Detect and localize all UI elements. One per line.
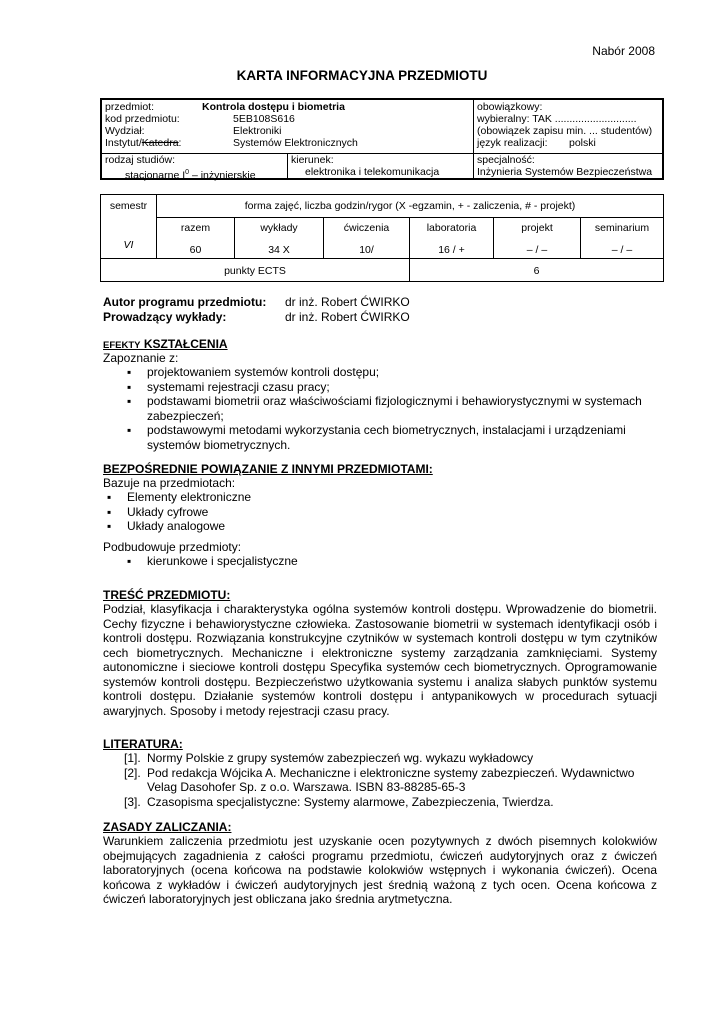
list-item: ▪ Układy cyfrowe (127, 505, 527, 520)
obowiazek-label: (obowiązek zapisu min. ... studentów) (477, 125, 653, 137)
rodzaj-value: stacjonarne $I^0$ – inżynierskie (125, 169, 256, 182)
instytut-value: Systemów Elektronicznych (233, 137, 358, 149)
col-seminarium: seminarium (594, 222, 650, 234)
col-projekt: projekt (521, 222, 553, 234)
list-item: [1]. Normy Polskie z grupy systemów zabezpieczeń wg. wykazu wykładowcy (124, 751, 534, 765)
przedmiot-label: przedmiot: (105, 101, 155, 113)
wybieralny-label: wybieralny: TAK ............................ (477, 113, 637, 125)
ects-value: 6 (533, 265, 540, 277)
semestr-value: VI (123, 239, 134, 251)
nabor-label: Nabór 2008 (592, 44, 655, 58)
efekty-intro: Zapoznanie z: (103, 351, 179, 365)
zasady-heading: ZASADY ZALICZANIA: (103, 820, 232, 834)
list-item: ▪ kierunkowe i specjalistyczne (147, 554, 547, 569)
wydzial-label: Wydział: (105, 125, 145, 137)
instytut-label: Instytut/Katedra: (105, 137, 182, 149)
podbudowuje-intro: Podbudowuje przedmioty: (103, 540, 242, 554)
jezyk-value: polski (569, 137, 596, 149)
specjalnosc-value: Inżynieria Systemów Bezpieczeństwa (477, 166, 653, 178)
specjalnosc-label: specjalność: (477, 154, 535, 166)
val-cwiczenia: 10/ (359, 244, 374, 256)
tresc-heading: TREŚĆ PRZEDMIOTU: (103, 588, 231, 602)
list-item: ▪ systemami rejestracji czasu pracy; (147, 380, 657, 395)
efekty-heading: EFEKTY KSZTAŁCENIA (103, 337, 228, 351)
bazuje-intro: Bazuje na przedmiotach: (103, 476, 236, 490)
col-razem: razem (180, 222, 211, 234)
list-item: ▪ Elementy elektroniczne (127, 490, 527, 505)
literatura-list (124, 751, 657, 809)
kod-value: 5EB108S616 (233, 113, 295, 125)
efekty-list (147, 365, 657, 452)
col-cwiczenia: ćwiczenia (343, 222, 390, 234)
przedmiot-value: Kontrola dostępu i biometria (202, 101, 345, 113)
zasady-body: Warunkiem zaliczenia przedmiotu jest uzyskanie ocen pozytywnych z dwóch pisemnych kolokwiów obejmujących zagadnienia z całości programu przedmiotu, ćwiczeń audytoryjnych oraz z ćwiczeń laboratoryjnych (ocena końcowa na podstawie kolokwiów wstępnych i wykonania ćwiczeń). Ocena końcowa z wykładów i ćwiczeń audytoryjnych jest średnią ważoną z tych ocen. Ocena końcowa z ćwiczeń laboratoryjnych jest obliczana jako średnia arytmetyczna. (103, 834, 657, 906)
tresc-body: Podział, klasyfikacja i charakterystyka ogólna systemów kontroli dostępu. Wprowadzenie do biometrii. Cechy fizyczne i behawiorystyczne człowieka. Zastosowanie biometrii w systemach identyfikacji osób i kontroli dostępu. Rozwiązania konstrukcyjne czytników w systemach kontroli dostępu w tym czytników cech biometrycznych. Mechaniczne i elektroniczne systemy zarządzania zamknięciami. Systemy autonomiczne i sieciowe kontroli dostępu Specyfika systemów cech biometrycznych. Oprogramowanie systemów kontroli dostępu. Bezpieczeństwo użytkowania systemu i analiza słabych punktów systemu kontroli dostępu. Działanie systemów kontroli dostępu i antypanikowych w procedurach sytuacji awaryjnych. Sposoby i metody rejestracji czasu pracy. (103, 602, 657, 718)
val-laboratoria: 16 / + (438, 244, 465, 256)
ects-label: punkty ECTS (224, 265, 286, 277)
autor-value: dr inż. Robert ĆWIRKO (285, 295, 410, 309)
semester-table (100, 194, 664, 282)
course-header-table (100, 98, 664, 180)
literatura-heading: LITERATURA: (103, 737, 183, 751)
kierunek-label: kierunek: (291, 154, 334, 166)
list-item: [3]. Czasopisma specjalistyczne: Systemy alarmowe, Zabezpieczenia, Twierdza. (124, 794, 554, 809)
forma-header: forma zajęć, liczba godzin/rygor (X -egzamin, + - zaliczenia, # - projekt) (244, 200, 576, 212)
kod-label: kod przedmiotu: (105, 113, 180, 125)
kierunek-value: elektronika i telekomunikacja (305, 166, 440, 178)
autor-label: Autor programu przedmiotu: (103, 295, 267, 309)
jezyk-label: język realizacji: (477, 137, 548, 149)
list-item: [2]. Pod redakcja Wójcika A. Mechaniczne i elektroniczne systemy zabezpieczeń. Wydawnictwo Velag Dasohofer Sp. z o.o. Warszawa. ISBN 83-88285-65-3 (124, 765, 635, 794)
val-projekt: – / – (526, 244, 548, 256)
col-laboratoria: laboratoria (426, 222, 477, 234)
val-seminarium: – / – (611, 244, 633, 256)
page-title: KARTA INFORMACYJNA PRZEDMIOTU (236, 68, 488, 83)
podbudowuje-list (147, 554, 547, 569)
val-razem: 60 (189, 244, 202, 256)
col-wyklady: wykłady (260, 222, 298, 234)
wydzial-value: Elektroniki (233, 125, 282, 137)
rodzaj-label: rodzaj studiów: (105, 154, 176, 166)
list-item: ▪ podstawami biometrii oraz właściwościami fizjologicznymi i behawiorystycznymi w systemach zabezpieczeń; (147, 394, 657, 423)
bazuje-list (127, 490, 527, 534)
list-item: ▪ Układy analogowe (127, 519, 527, 534)
powiazanie-heading: BEZPOŚREDNIE POWIĄZANIE Z INNYMI PRZEDMIOTAMI: (103, 462, 433, 476)
val-wyklady: 34 X (268, 244, 290, 256)
list-item: ▪ podstawowymi metodami wykorzystania cech biometrycznych, instalacjami i urządzeniami systemów biometrycznych. (147, 423, 657, 452)
prowadzacy-label: Prowadzący wykłady: (103, 310, 227, 324)
prowadzacy-value: dr inż. Robert ĆWIRKO (285, 310, 410, 324)
obowiazkowy-label: obowiązkowy: (477, 101, 543, 113)
list-item: ▪ projektowaniem systemów kontroli dostępu; (147, 365, 657, 380)
semestr-label: semestr (109, 200, 148, 212)
